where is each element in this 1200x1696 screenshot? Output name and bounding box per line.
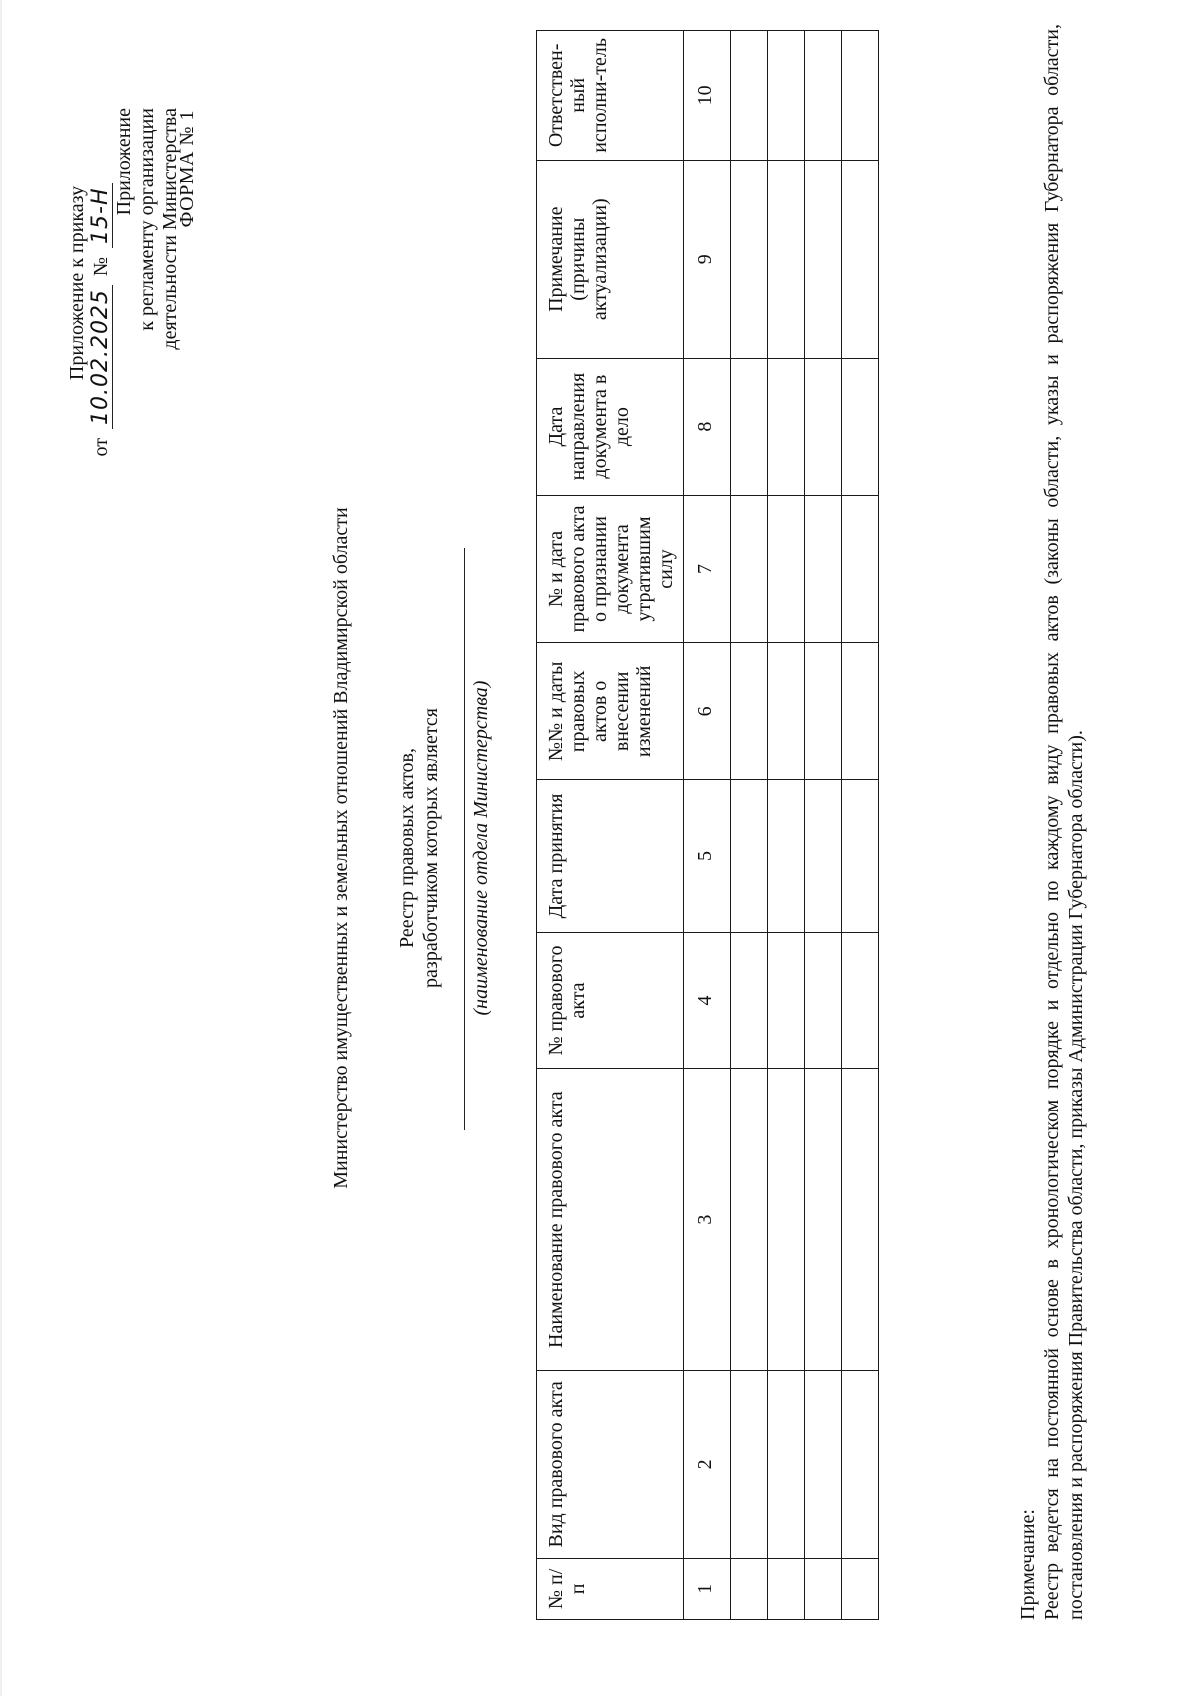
- table-cell: [805, 160, 842, 358]
- note-block: [1016, 24, 1088, 1620]
- table-cell: [731, 160, 768, 358]
- table-header-row: [537, 31, 684, 1620]
- column-header-repeal: № и дата правового акта о признании документа утратившим силу: [537, 495, 684, 643]
- table-cell: [842, 495, 879, 643]
- table-cell: [731, 1558, 768, 1619]
- column-header-adoption-date: Дата принятия: [537, 780, 684, 932]
- appendix-line-1: Приложение к приказу: [66, 185, 88, 381]
- column-number-cell: 1: [684, 1558, 731, 1619]
- department-caption: (наименование отдела Министерства): [470, 680, 492, 1016]
- column-number-row: [684, 31, 731, 1620]
- table-cell: [731, 932, 768, 1069]
- order-number-handwritten: 15-Н: [89, 183, 113, 247]
- table-cell: [842, 643, 879, 780]
- column-header-note: Примечание (причины актуализации): [537, 160, 684, 358]
- order-date-handwritten: 10.02.2025: [89, 285, 113, 429]
- table-cell: [805, 643, 842, 780]
- table-cell: [805, 932, 842, 1069]
- table-cell: [768, 780, 805, 932]
- ministry-name: Министерство имущественных и земельных отношений Владимирской области: [330, 507, 352, 1189]
- table-cell: [842, 1558, 879, 1619]
- table-cell: [805, 31, 842, 161]
- table-cell: [768, 1558, 805, 1619]
- table-cell: [731, 31, 768, 161]
- column-number-cell: 5: [684, 780, 731, 932]
- appendix-line-4: к регламенту организации: [136, 108, 158, 331]
- table-cell: [805, 780, 842, 932]
- order-prefix: от: [90, 438, 112, 457]
- table-cell: [842, 1370, 879, 1558]
- table-cell: [731, 1069, 768, 1370]
- table-cell: [805, 1558, 842, 1619]
- table-cell: [731, 358, 768, 495]
- table-cell: [768, 31, 805, 161]
- column-header-responsible: Ответствен-ный исполни-тель: [537, 31, 684, 161]
- registry-table: [536, 30, 879, 1620]
- table-cell: [731, 495, 768, 643]
- table-row: [842, 31, 879, 1620]
- table-row: [731, 31, 768, 1620]
- table-cell: [768, 1069, 805, 1370]
- table-cell: [805, 358, 842, 495]
- table-cell: [805, 1370, 842, 1558]
- table-cell: [842, 780, 879, 932]
- table-cell: [768, 1370, 805, 1558]
- column-number-cell: 8: [684, 358, 731, 495]
- table-row: [768, 31, 805, 1620]
- registry-title-line-2: разработчиком которых является: [420, 708, 442, 988]
- form-label: ФОРМА № 1: [176, 110, 198, 228]
- column-header-act-type: Вид правового акта: [537, 1370, 684, 1558]
- table-cell: [768, 495, 805, 643]
- note-title: Примечание:: [1017, 1509, 1039, 1620]
- appendix-line-3: Приложение: [113, 108, 135, 216]
- order-number-sign: №: [90, 256, 112, 277]
- column-number-cell: 2: [684, 1370, 731, 1558]
- table-cell: [731, 643, 768, 780]
- table-cell: [768, 643, 805, 780]
- column-header-number: № п/п: [537, 1558, 684, 1619]
- appendix-header: [66, 108, 182, 588]
- column-header-filing-date: Дата направления документа в дело: [537, 358, 684, 495]
- registry-title: [395, 0, 443, 1696]
- column-number-cell: 6: [684, 643, 731, 780]
- table-cell: [842, 31, 879, 161]
- table-cell: [768, 932, 805, 1069]
- registry-title-line-1: Реестр правовых актов,: [396, 748, 418, 948]
- table-cell: [768, 358, 805, 495]
- column-number-cell: 10: [684, 31, 731, 161]
- table-cell: [768, 160, 805, 358]
- table-cell: [842, 1069, 879, 1370]
- column-header-act-number: № правового акта: [537, 932, 684, 1069]
- note-text: Реестр ведется на постоянной основе в хронологическом порядке и отдельно по каждому виду правовых актов (законы области, указы и распоряжения Губернатора области, постановления и распоряжения Правительства области, приказы Администрации Губернатора области).: [1041, 24, 1087, 1620]
- table-cell: [805, 495, 842, 643]
- table-row: [805, 31, 842, 1620]
- table-cell: [842, 358, 879, 495]
- column-header-act-name: Наименование правового акта: [537, 1069, 684, 1370]
- appendix-line-5: деятельности Министерства: [159, 108, 181, 350]
- column-number-cell: 3: [684, 1069, 731, 1370]
- column-header-amendments: №№ и даты правовых актов о внесении изменений: [537, 643, 684, 780]
- column-number-cell: 7: [684, 495, 731, 643]
- department-blank-line: [464, 548, 465, 1130]
- table-cell: [805, 1069, 842, 1370]
- table-cell: [731, 1370, 768, 1558]
- order-reference: [89, 108, 113, 588]
- table-cell: [731, 780, 768, 932]
- table-cell: [842, 932, 879, 1069]
- column-number-cell: 9: [684, 160, 731, 358]
- column-number-cell: 4: [684, 932, 731, 1069]
- table-cell: [842, 160, 879, 358]
